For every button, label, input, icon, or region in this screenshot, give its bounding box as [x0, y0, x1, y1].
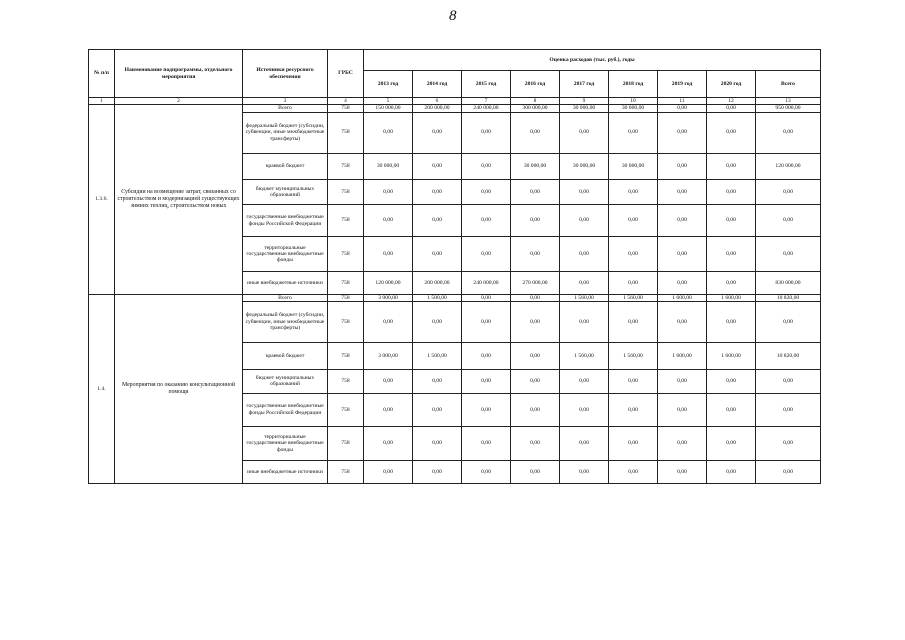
section-number: 1.3.6.	[89, 105, 115, 294]
year-amount: 0,00	[707, 272, 756, 294]
year-amount: 30 000,00	[609, 105, 658, 113]
col-number: 4	[328, 98, 364, 105]
year-amount: 1 560,00	[609, 294, 658, 302]
year-amount: 30 000,00	[560, 105, 609, 113]
year-amount: 0,00	[707, 426, 756, 461]
year-amount: 0,00	[658, 112, 707, 153]
year-amount: 0,00	[462, 461, 511, 484]
col-number: 13	[756, 98, 821, 105]
column-number-row	[89, 98, 821, 105]
header-year: 2018 год	[609, 71, 658, 98]
year-amount: 3 000,00	[364, 294, 413, 302]
year-amount: 0,00	[609, 272, 658, 294]
header-name: Наименование подпрограммы, отдельного мероприятия	[115, 50, 243, 98]
year-amount: 3 000,00	[364, 342, 413, 369]
funding-source: краевой бюджет	[243, 153, 328, 180]
year-amount: 0,00	[511, 112, 560, 153]
year-amount: 0,00	[707, 204, 756, 237]
year-amount: 0,00	[413, 426, 462, 461]
year-amount: 0,00	[707, 394, 756, 427]
total-amount: 0,00	[756, 369, 821, 394]
year-amount: 0,00	[413, 204, 462, 237]
year-amount: 0,00	[609, 426, 658, 461]
header-num: № п/п	[89, 50, 115, 98]
header-year: 2015 год	[462, 71, 511, 98]
year-amount: 0,00	[707, 369, 756, 394]
funding-source: Всего	[243, 105, 328, 113]
funding-source: иные внебюджетные источники	[243, 272, 328, 294]
year-amount: 0,00	[364, 302, 413, 343]
budget-table	[88, 49, 821, 484]
year-amount: 0,00	[658, 426, 707, 461]
year-amount: 0,00	[609, 180, 658, 205]
year-amount: 0,00	[462, 342, 511, 369]
grbs-code: 758	[328, 461, 364, 484]
col-number: 2	[115, 98, 243, 105]
year-amount: 0,00	[413, 394, 462, 427]
year-amount: 0,00	[511, 302, 560, 343]
year-amount: 0,00	[462, 426, 511, 461]
header-year: 2014 год	[413, 71, 462, 98]
year-amount: 30 000,00	[560, 153, 609, 180]
year-amount: 0,00	[413, 153, 462, 180]
year-amount: 0,00	[364, 426, 413, 461]
year-amount: 0,00	[560, 302, 609, 343]
year-amount: 0,00	[707, 237, 756, 272]
header-source: Источники ресурсного обеспечения	[243, 50, 328, 98]
year-amount: 0,00	[658, 105, 707, 113]
total-amount: 0,00	[756, 394, 821, 427]
col-number: 8	[511, 98, 560, 105]
year-amount: 30 000,00	[364, 153, 413, 180]
year-amount: 0,00	[609, 237, 658, 272]
col-number: 7	[462, 98, 511, 105]
year-amount: 0,00	[462, 237, 511, 272]
total-row	[89, 105, 821, 113]
header-year: Всего	[756, 71, 821, 98]
funding-source: бюджет муниципальных образований	[243, 180, 328, 205]
year-amount: 1 600,00	[707, 342, 756, 369]
year-amount: 0,00	[462, 394, 511, 427]
year-amount: 0,00	[707, 105, 756, 113]
year-amount: 0,00	[560, 394, 609, 427]
grbs-code: 758	[328, 153, 364, 180]
funding-source: территориальные государственные внебюджетные фонды	[243, 426, 328, 461]
year-amount: 0,00	[511, 394, 560, 427]
year-amount: 0,00	[511, 204, 560, 237]
grbs-code: 758	[328, 237, 364, 272]
year-amount: 1 600,00	[658, 342, 707, 369]
year-amount: 0,00	[413, 237, 462, 272]
col-number: 6	[413, 98, 462, 105]
year-amount: 1 560,00	[609, 342, 658, 369]
funding-source: федеральный бюджет (субсидии, субвенции, иные межбюджетные трансферты)	[243, 302, 328, 343]
year-amount: 1 500,00	[413, 342, 462, 369]
section-number: 1.4.	[89, 294, 115, 483]
year-amount: 0,00	[462, 153, 511, 180]
year-amount: 0,00	[609, 461, 658, 484]
year-amount: 120 000,00	[364, 272, 413, 294]
total-amount: 0,00	[756, 302, 821, 343]
header-year: 2020 год	[707, 71, 756, 98]
year-amount: 270 000,00	[511, 272, 560, 294]
year-amount: 0,00	[658, 302, 707, 343]
grbs-code: 758	[328, 302, 364, 343]
year-amount: 0,00	[462, 302, 511, 343]
year-amount: 0,00	[658, 394, 707, 427]
year-amount: 0,00	[560, 180, 609, 205]
year-amount: 0,00	[364, 394, 413, 427]
year-amount: 0,00	[658, 180, 707, 205]
total-amount: 950 000,00	[756, 105, 821, 113]
funding-source: государственные внебюджетные фонды Российской Федерации	[243, 394, 328, 427]
year-amount: 0,00	[658, 272, 707, 294]
total-amount: 830 000,00	[756, 272, 821, 294]
year-amount: 240 000,00	[462, 105, 511, 113]
year-amount: 0,00	[413, 369, 462, 394]
page-number: 8	[449, 8, 457, 24]
total-row	[89, 294, 821, 302]
year-amount: 0,00	[707, 302, 756, 343]
year-amount: 0,00	[707, 461, 756, 484]
year-amount: 1 560,00	[560, 294, 609, 302]
total-amount: 10 820,00	[756, 294, 821, 302]
year-amount: 0,00	[462, 204, 511, 237]
grbs-code: 758	[328, 180, 364, 205]
funding-source: иные внебюджетные источники	[243, 461, 328, 484]
year-amount: 300 000,00	[511, 105, 560, 113]
year-amount: 0,00	[560, 112, 609, 153]
year-amount: 0,00	[364, 237, 413, 272]
year-amount: 0,00	[560, 237, 609, 272]
col-number: 9	[560, 98, 609, 105]
year-amount: 0,00	[364, 204, 413, 237]
col-number: 12	[707, 98, 756, 105]
total-amount: 120 000,00	[756, 153, 821, 180]
funding-source: территориальные государственные внебюджетные фонды	[243, 237, 328, 272]
year-amount: 0,00	[658, 204, 707, 237]
year-amount: 0,00	[462, 294, 511, 302]
year-amount: 0,00	[511, 369, 560, 394]
year-amount: 30 000,00	[609, 153, 658, 180]
col-number: 11	[658, 98, 707, 105]
year-amount: 0,00	[658, 237, 707, 272]
year-amount: 0,00	[511, 461, 560, 484]
year-amount: 0,00	[560, 272, 609, 294]
year-amount: 0,00	[658, 369, 707, 394]
year-amount: 0,00	[413, 112, 462, 153]
year-amount: 0,00	[560, 426, 609, 461]
year-amount: 30 000,00	[511, 153, 560, 180]
header-year: 2013 год	[364, 71, 413, 98]
total-amount: 0,00	[756, 180, 821, 205]
header-grbs: ГРБС	[328, 50, 364, 98]
grbs-code: 758	[328, 112, 364, 153]
col-number: 5	[364, 98, 413, 105]
year-amount: 0,00	[609, 112, 658, 153]
year-amount: 0,00	[658, 153, 707, 180]
year-amount: 0,00	[462, 112, 511, 153]
year-amount: 0,00	[609, 394, 658, 427]
year-amount: 240 000,00	[462, 272, 511, 294]
header-year: 2017 год	[560, 71, 609, 98]
grbs-code: 758	[328, 272, 364, 294]
year-amount: 0,00	[364, 461, 413, 484]
year-amount: 1 500,00	[413, 294, 462, 302]
year-amount: 0,00	[511, 237, 560, 272]
funding-source: Всего	[243, 294, 328, 302]
year-amount: 1 560,00	[560, 342, 609, 369]
grbs-code: 758	[328, 204, 364, 237]
year-amount: 0,00	[413, 461, 462, 484]
total-amount: 0,00	[756, 112, 821, 153]
col-number: 3	[243, 98, 328, 105]
section-name: Мероприятия по оказанию консультационной помощи	[115, 294, 243, 483]
year-amount: 0,00	[462, 369, 511, 394]
funding-source: государственные внебюджетные фонды Российской Федерации	[243, 204, 328, 237]
year-amount: 0,00	[413, 302, 462, 343]
total-amount: 10 820,00	[756, 342, 821, 369]
year-amount: 150 000,00	[364, 105, 413, 113]
year-amount: 0,00	[364, 180, 413, 205]
year-amount: 200 000,00	[413, 105, 462, 113]
year-amount: 0,00	[609, 369, 658, 394]
col-number: 1	[89, 98, 115, 105]
header-year: 2016 год	[511, 71, 560, 98]
total-amount: 0,00	[756, 461, 821, 484]
total-amount: 0,00	[756, 426, 821, 461]
grbs-code: 758	[328, 394, 364, 427]
total-amount: 0,00	[756, 204, 821, 237]
header-estimate: Оценка расходов (тыс. руб.), годы	[364, 50, 821, 71]
year-amount: 0,00	[462, 180, 511, 205]
year-amount: 200 000,00	[413, 272, 462, 294]
year-amount: 0,00	[707, 153, 756, 180]
year-amount: 1 600,00	[707, 294, 756, 302]
funding-source: бюджет муниципальных образований	[243, 369, 328, 394]
col-number: 10	[609, 98, 658, 105]
year-amount: 0,00	[707, 112, 756, 153]
year-amount: 0,00	[511, 426, 560, 461]
grbs-code: 758	[328, 105, 364, 113]
year-amount: 0,00	[511, 294, 560, 302]
year-amount: 0,00	[560, 461, 609, 484]
year-amount: 0,00	[413, 180, 462, 205]
header-year: 2019 год	[658, 71, 707, 98]
year-amount: 0,00	[609, 204, 658, 237]
section-name: Субсидии на возмещение затрат, связанных со строительством и модернизацией существующих зимних теплиц, строительством новых	[115, 105, 243, 294]
grbs-code: 758	[328, 369, 364, 394]
year-amount: 0,00	[364, 369, 413, 394]
year-amount: 0,00	[609, 302, 658, 343]
year-amount: 0,00	[658, 461, 707, 484]
year-amount: 0,00	[511, 342, 560, 369]
grbs-code: 758	[328, 294, 364, 302]
year-amount: 0,00	[560, 204, 609, 237]
year-amount: 0,00	[707, 180, 756, 205]
year-amount: 0,00	[560, 369, 609, 394]
grbs-code: 758	[328, 342, 364, 369]
year-amount: 1 600,00	[658, 294, 707, 302]
funding-source: краевой бюджет	[243, 342, 328, 369]
funding-source: федеральный бюджет (субсидии, субвенции, иные межбюджетные трансферты)	[243, 112, 328, 153]
year-amount: 0,00	[364, 112, 413, 153]
year-amount: 0,00	[511, 180, 560, 205]
total-amount: 0,00	[756, 237, 821, 272]
grbs-code: 758	[328, 426, 364, 461]
